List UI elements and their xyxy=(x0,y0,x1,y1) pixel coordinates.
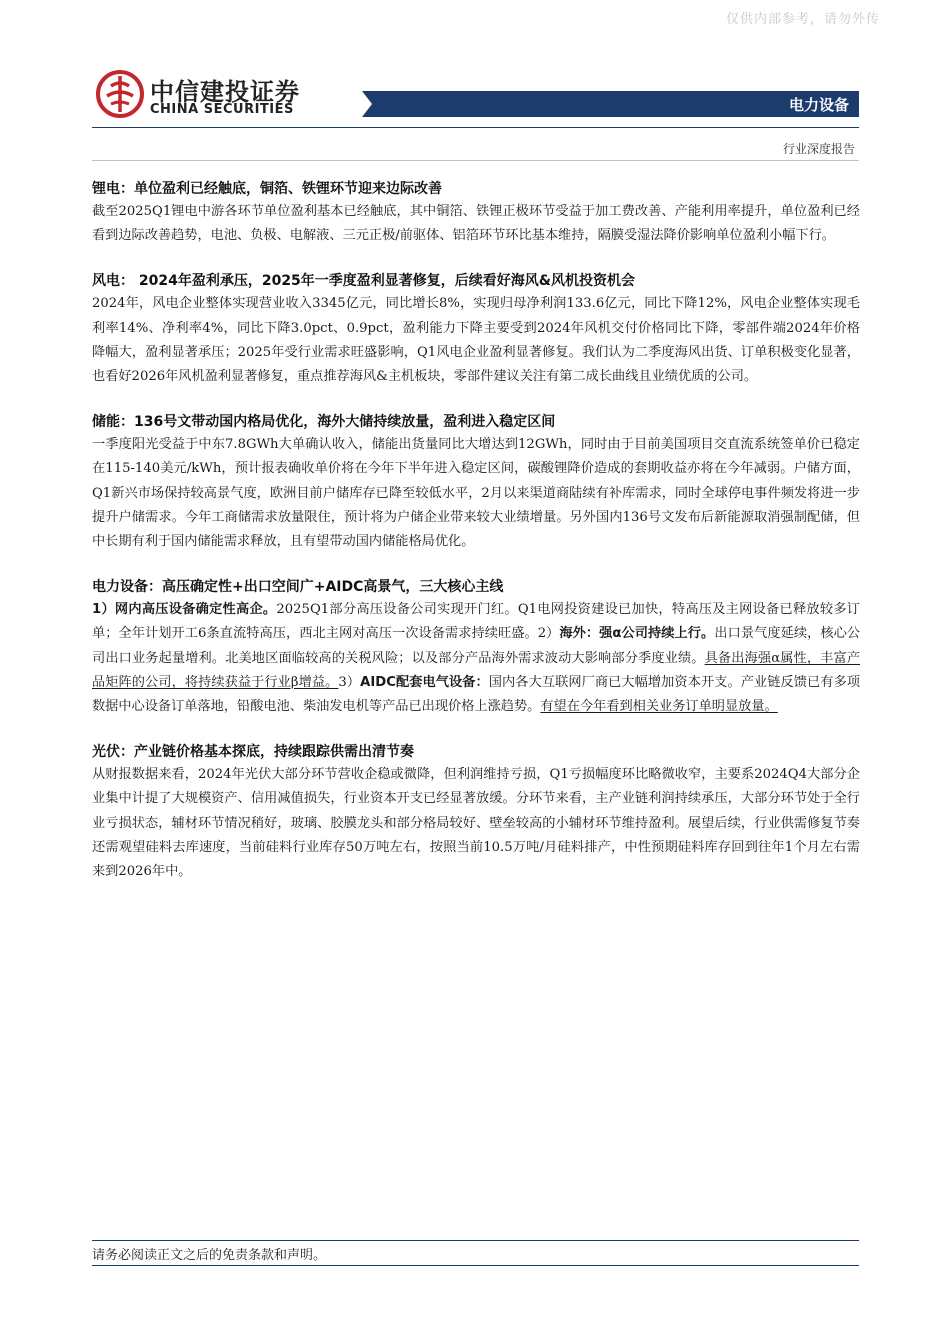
company-logo xyxy=(96,70,326,120)
section-paragraph xyxy=(92,598,860,719)
report-type: 行业深度报告 xyxy=(782,142,855,156)
section-title: 电力设备：高压确定性+出口空间广+AIDC高景气，三大核心主线 xyxy=(92,579,504,596)
subheader-divider xyxy=(92,160,859,161)
citic-logo-icon xyxy=(96,70,144,118)
section-paragraph: 2024年，风电企业整体实现营业收入3345亿元，同比增长8%，实现归母净利润133.6亿元，同比下降12%，风电企业整体实现毛利率14%、净利率4%，同比下降3.0pct、0.9pct，盈利能力下降主要受到2024年风机交付价格同比下降，零部件端2024年价格降幅大，盈利显著承压；2025年受行业需求旺盛影响，Q1风电企业盈利显著修复。我们认为二季度海风出货、订单积极变化显著，也看好2026年风机盈利显著修复，重点推荐海风&主机板块，零部件建议关注有第二成长曲线且业绩优质的公司。 xyxy=(92,296,860,385)
point-1-text: 2025Q1部分高压设备公司实现开门红。Q1电网投资建设已加快，特高压及主网设备已释放较多订单；全年计划开工6条直流特高压，西北主网对高压一次设备需求持续旺盛。2） xyxy=(92,602,860,642)
watermark: 仅供内部参考，请勿外传 xyxy=(725,12,880,27)
industry-label: 电力设备 xyxy=(788,96,849,114)
section-title: 锂电：单位盈利已经触底，铜箔、铁锂环节迎来边际改善 xyxy=(92,181,442,197)
point-3-text: 国内各大互联网厂商已大幅增加资本开支。产业链反馈已有多项数据中心设备订单落地，铅酸电池、柴油发电机等产品已出现价格上涨趋势。 xyxy=(92,674,861,715)
banner-chevron-icon xyxy=(362,91,372,117)
point-2-text: 出口景气度延续，核心公司出口业务起量增利。北美地区面临较高的关税风险；以及部分产品海外需求波动大影响部分季度业绩。 xyxy=(92,626,861,666)
section-title: 光伏：产业链价格基本探底，持续跟踪供需出清节奏 xyxy=(92,744,414,761)
section-paragraph: 一季度阳光受益于中东7.8GWh大单确认收入，储能出货量同比大增达到12GWh，同时由于目前美国项目交直流系统签单价已稳定在115-140美元/kWh，预计报表确收单价将在今年下半年进入稳定区间，碳酸锂降价造成的套期收益亦将在今年减弱。户储方面，Q1新兴市场保持较高景气度，欧洲目前户储库存已降至较低水平，2月以来渠道商陆续有补库需求，同时全球停电事件频发将进一步提升户储需求。今年工商储需求放量限住，预计将为户储企业带来较大业绩增量。另外国内136号文发布后新能源取消强制配储，但中长期有利于国内储能需求释放，且有望带动国内储能格局优化。 xyxy=(92,437,860,550)
point-2-heading: 海外：强α公司持续上行。 xyxy=(559,626,715,642)
section-photovoltaic xyxy=(92,741,860,884)
footer-disclaimer: 请务必阅读正文之后的免责条款和声明。 xyxy=(92,1248,327,1263)
logo-text-en: CHINA SECURITIES xyxy=(150,102,294,117)
point-2-highlight: 具备出海强α属性，丰富产品矩阵的公司，将持续获益于行业β增益。 xyxy=(92,650,861,690)
section-wind xyxy=(92,270,860,389)
logo-text-cn: 中信建投证券 xyxy=(150,78,300,106)
section-power-equipment xyxy=(92,576,860,719)
point-3-highlight: 有望在今年看到相关业务订单明显放量。 xyxy=(540,699,778,715)
section-title: 储能：136号文带动国内格局优化，海外大储持续放量，盈利进入稳定区间 xyxy=(92,414,556,431)
footer-divider-bottom xyxy=(92,1265,859,1266)
section-paragraph: 截至2025Q1锂电中游各环节单位盈利基本已经触底，其中铜箔、铁锂正极环节受益于加工费改善、产能利用率提升，单位盈利已经看到边际改善趋势，电池、负极、电解液、三元正极/前驱体、铝箔环节环比基本维持，隔膜受湿法降价影响单位盈利小幅下行。 xyxy=(92,204,860,244)
industry-banner xyxy=(362,91,859,117)
point-3-heading: AIDC配套电气设备： xyxy=(360,674,489,690)
report-body xyxy=(92,178,860,906)
footer-divider xyxy=(92,1240,859,1241)
header-divider xyxy=(92,127,859,128)
point-3-index: 3） xyxy=(338,674,361,690)
point-1-heading: 1）网内高压设备确定性高企。 xyxy=(92,602,277,618)
section-storage xyxy=(92,411,860,554)
section-paragraph: 从财报数据来看，2024年光伏大部分环节营收企稳或微降，但利润维持亏损，Q1亏损幅度环比略微收窄，主要系2024Q4大部分企业集中计提了大规模资产、信用减值损失，行业资本开支已经显著放缓。分环节来看，主产业链利润持续承压，大部分环节处于全行业亏损状态，辅材环节情况稍好，玻璃、胶膜龙头和部分格局较好、壁垒较高的小辅材环节维持盈利。展望后续，行业供需修复节奏还需观望硅料去库速度，当前硅料行业库存50万吨左右，按照当前10.5万吨/月硅料排产，中性预期硅料库存回到往年1个月左右需来到2026年中。 xyxy=(92,767,860,880)
section-title: 风电： 2024年盈利承压，2025年一季度盈利显著修复，后续看好海风&风机投资机会 xyxy=(92,273,636,290)
section-lithium xyxy=(92,178,860,248)
